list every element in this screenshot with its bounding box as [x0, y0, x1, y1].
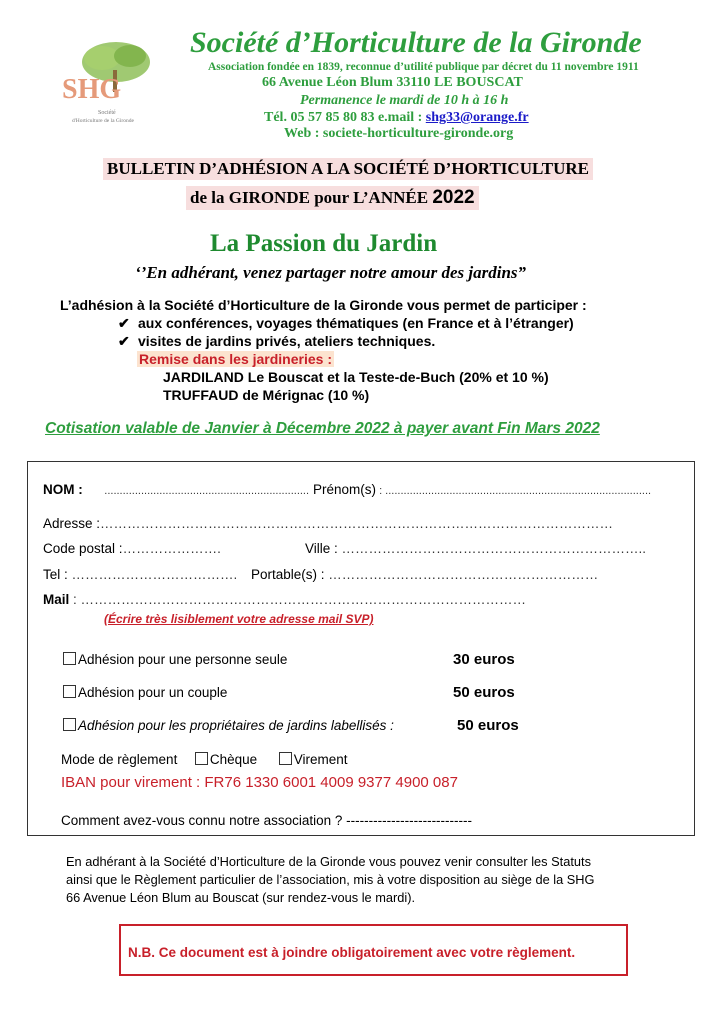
benefit-label: aux conférences, voyages thématiques (en France et à l’étranger)	[138, 315, 574, 331]
contact-line	[264, 110, 529, 126]
tel-label: Tel :	[43, 567, 68, 582]
prenom-label: Prénom(s)	[313, 482, 377, 497]
option-price: 50 euros	[457, 717, 519, 734]
virement-label: Virement	[293, 752, 348, 767]
ville-label: Ville :	[305, 541, 338, 556]
adresse-row[interactable]	[43, 516, 613, 531]
svg-text:Société: Société	[98, 110, 116, 116]
prenom-row[interactable]	[313, 482, 651, 497]
nom-field[interactable]: ...................................................................	[104, 485, 310, 497]
option-couple[interactable]	[63, 685, 227, 700]
title-line2-text: de la GIRONDE pour L’ANNÉE	[190, 188, 433, 207]
option-label: Adhésion pour un couple	[78, 685, 228, 700]
payment-label: Mode de règlement	[61, 752, 178, 767]
email-link[interactable]: shg33@orange.fr	[425, 110, 529, 125]
option-labellises[interactable]	[63, 718, 394, 733]
footer-text	[66, 853, 595, 907]
nom-row[interactable]	[43, 482, 309, 497]
nom-label: NOM :	[43, 482, 83, 497]
footer-line: 66 Avenue Léon Blum au Bouscat (sur rendez-vous le mardi).	[66, 890, 416, 905]
bulletin-title-line2	[186, 186, 479, 210]
comment-question[interactable]: Comment avez-vous connu notre association ? ----------------------------	[61, 813, 473, 828]
checkbox-icon[interactable]	[63, 685, 76, 698]
remise-item-truffaud: TRUFFAUD de Mérignac (10 %)	[163, 387, 370, 403]
mail-row[interactable]	[43, 592, 526, 607]
org-name: Société d’Horticulture de la Gironde	[190, 26, 642, 59]
founded-line: Association fondée en 1839, reconnue d’utilité publique par décret du 11 novembre 1911	[208, 61, 639, 73]
payment-row	[61, 752, 347, 767]
mail-field[interactable]: : ………………………………………………………………………………………	[69, 592, 527, 607]
option-single[interactable]	[63, 652, 287, 667]
cotisation-note: Cotisation valable de Janvier à Décembre 2022 à payer avant Fin Mars 2022	[45, 420, 600, 437]
shg-logo	[58, 40, 168, 130]
adresse-label: Adresse :	[43, 516, 101, 531]
ville-field[interactable]: …………………………………………………………..	[337, 541, 647, 556]
virement-checkbox[interactable]	[279, 752, 292, 765]
prenom-field[interactable]: : .......................................................................................	[376, 485, 652, 497]
mail-note: (Écrire très lisiblement votre adresse mail SVP)	[104, 612, 374, 626]
benefits-intro: L’adhésion à la Société d’Horticulture de la Gironde vous permet de participer :	[60, 297, 587, 313]
remise-item-jardiland: JARDILAND Le Bouscat et la Teste-de-Buch (20% et 10 %)	[163, 369, 549, 385]
benefit-item	[118, 315, 574, 332]
web-line[interactable]: Web : societe-horticulture-gironde.org	[284, 126, 514, 141]
option-label: Adhésion pour les propriétaires de jardins labellisés :	[78, 718, 394, 733]
benefit-label: visites de jardins privés, ateliers techniques.	[138, 333, 436, 349]
cheque-checkbox[interactable]	[195, 752, 208, 765]
code-postal-field[interactable]: ………………….	[122, 541, 221, 556]
code-postal-row[interactable]	[43, 541, 221, 556]
svg-text:SHG: SHG	[62, 74, 122, 105]
option-label: Adhésion pour une personne seule	[78, 652, 288, 667]
code-postal-label: Code postal :	[43, 541, 123, 556]
slogan: ‘’En adhérant, venez partager notre amour des jardins”	[135, 263, 527, 282]
remise-title: Remise dans les jardineries :	[139, 351, 332, 367]
checkbox-icon[interactable]	[63, 652, 76, 665]
svg-text:d'Horticulture de la Gironde: d'Horticulture de la Gironde	[72, 118, 134, 124]
permanence-line: Permanence le mardi de 10 h à 16 h	[300, 93, 509, 108]
adresse-field[interactable]: ……………………………………………………………………………………………………	[100, 516, 614, 531]
title-year: 2022	[432, 187, 475, 208]
tel-field[interactable]: ……………………………….	[67, 567, 238, 582]
option-price: 50 euros	[453, 684, 515, 701]
portable-field[interactable]: ……………………………………………………	[324, 567, 599, 582]
checkbox-icon[interactable]	[63, 718, 76, 731]
nb-note: N.B. Ce document est à joindre obligatoirement avec votre règlement.	[128, 945, 576, 960]
bulletin-title-line1: BULLETIN D’ADHÉSION A LA SOCIÉTÉ D’HORTICULTURE	[103, 158, 593, 180]
iban-line: IBAN pour virement : FR76 1330 6001 4009 9377 4900 087	[61, 774, 458, 791]
cheque-label: Chèque	[209, 752, 258, 767]
option-price: 30 euros	[453, 651, 515, 668]
mail-label: Mail	[43, 592, 70, 607]
portable-label: Portable(s) :	[251, 567, 325, 582]
check-icon: ✔	[118, 315, 130, 331]
footer-line: ainsi que le Règlement particulier de l’association, mis à votre disposition au siège de la SHG	[66, 872, 595, 887]
benefit-item	[118, 333, 435, 350]
check-icon: ✔	[118, 333, 130, 349]
phone-text: Tél. 05 57 85 80 83 e.mail :	[264, 110, 426, 125]
address-line: 66 Avenue Léon Blum 33110 LE BOUSCAT	[262, 75, 523, 90]
footer-line: En adhérant à la Société d’Horticulture de la Gironde vous pouvez venir consulter les Statuts	[66, 854, 591, 869]
passion-heading: La Passion du Jardin	[210, 230, 438, 257]
tel-row[interactable]	[43, 567, 237, 582]
portable-row[interactable]	[251, 567, 598, 582]
ville-row[interactable]	[305, 541, 646, 556]
